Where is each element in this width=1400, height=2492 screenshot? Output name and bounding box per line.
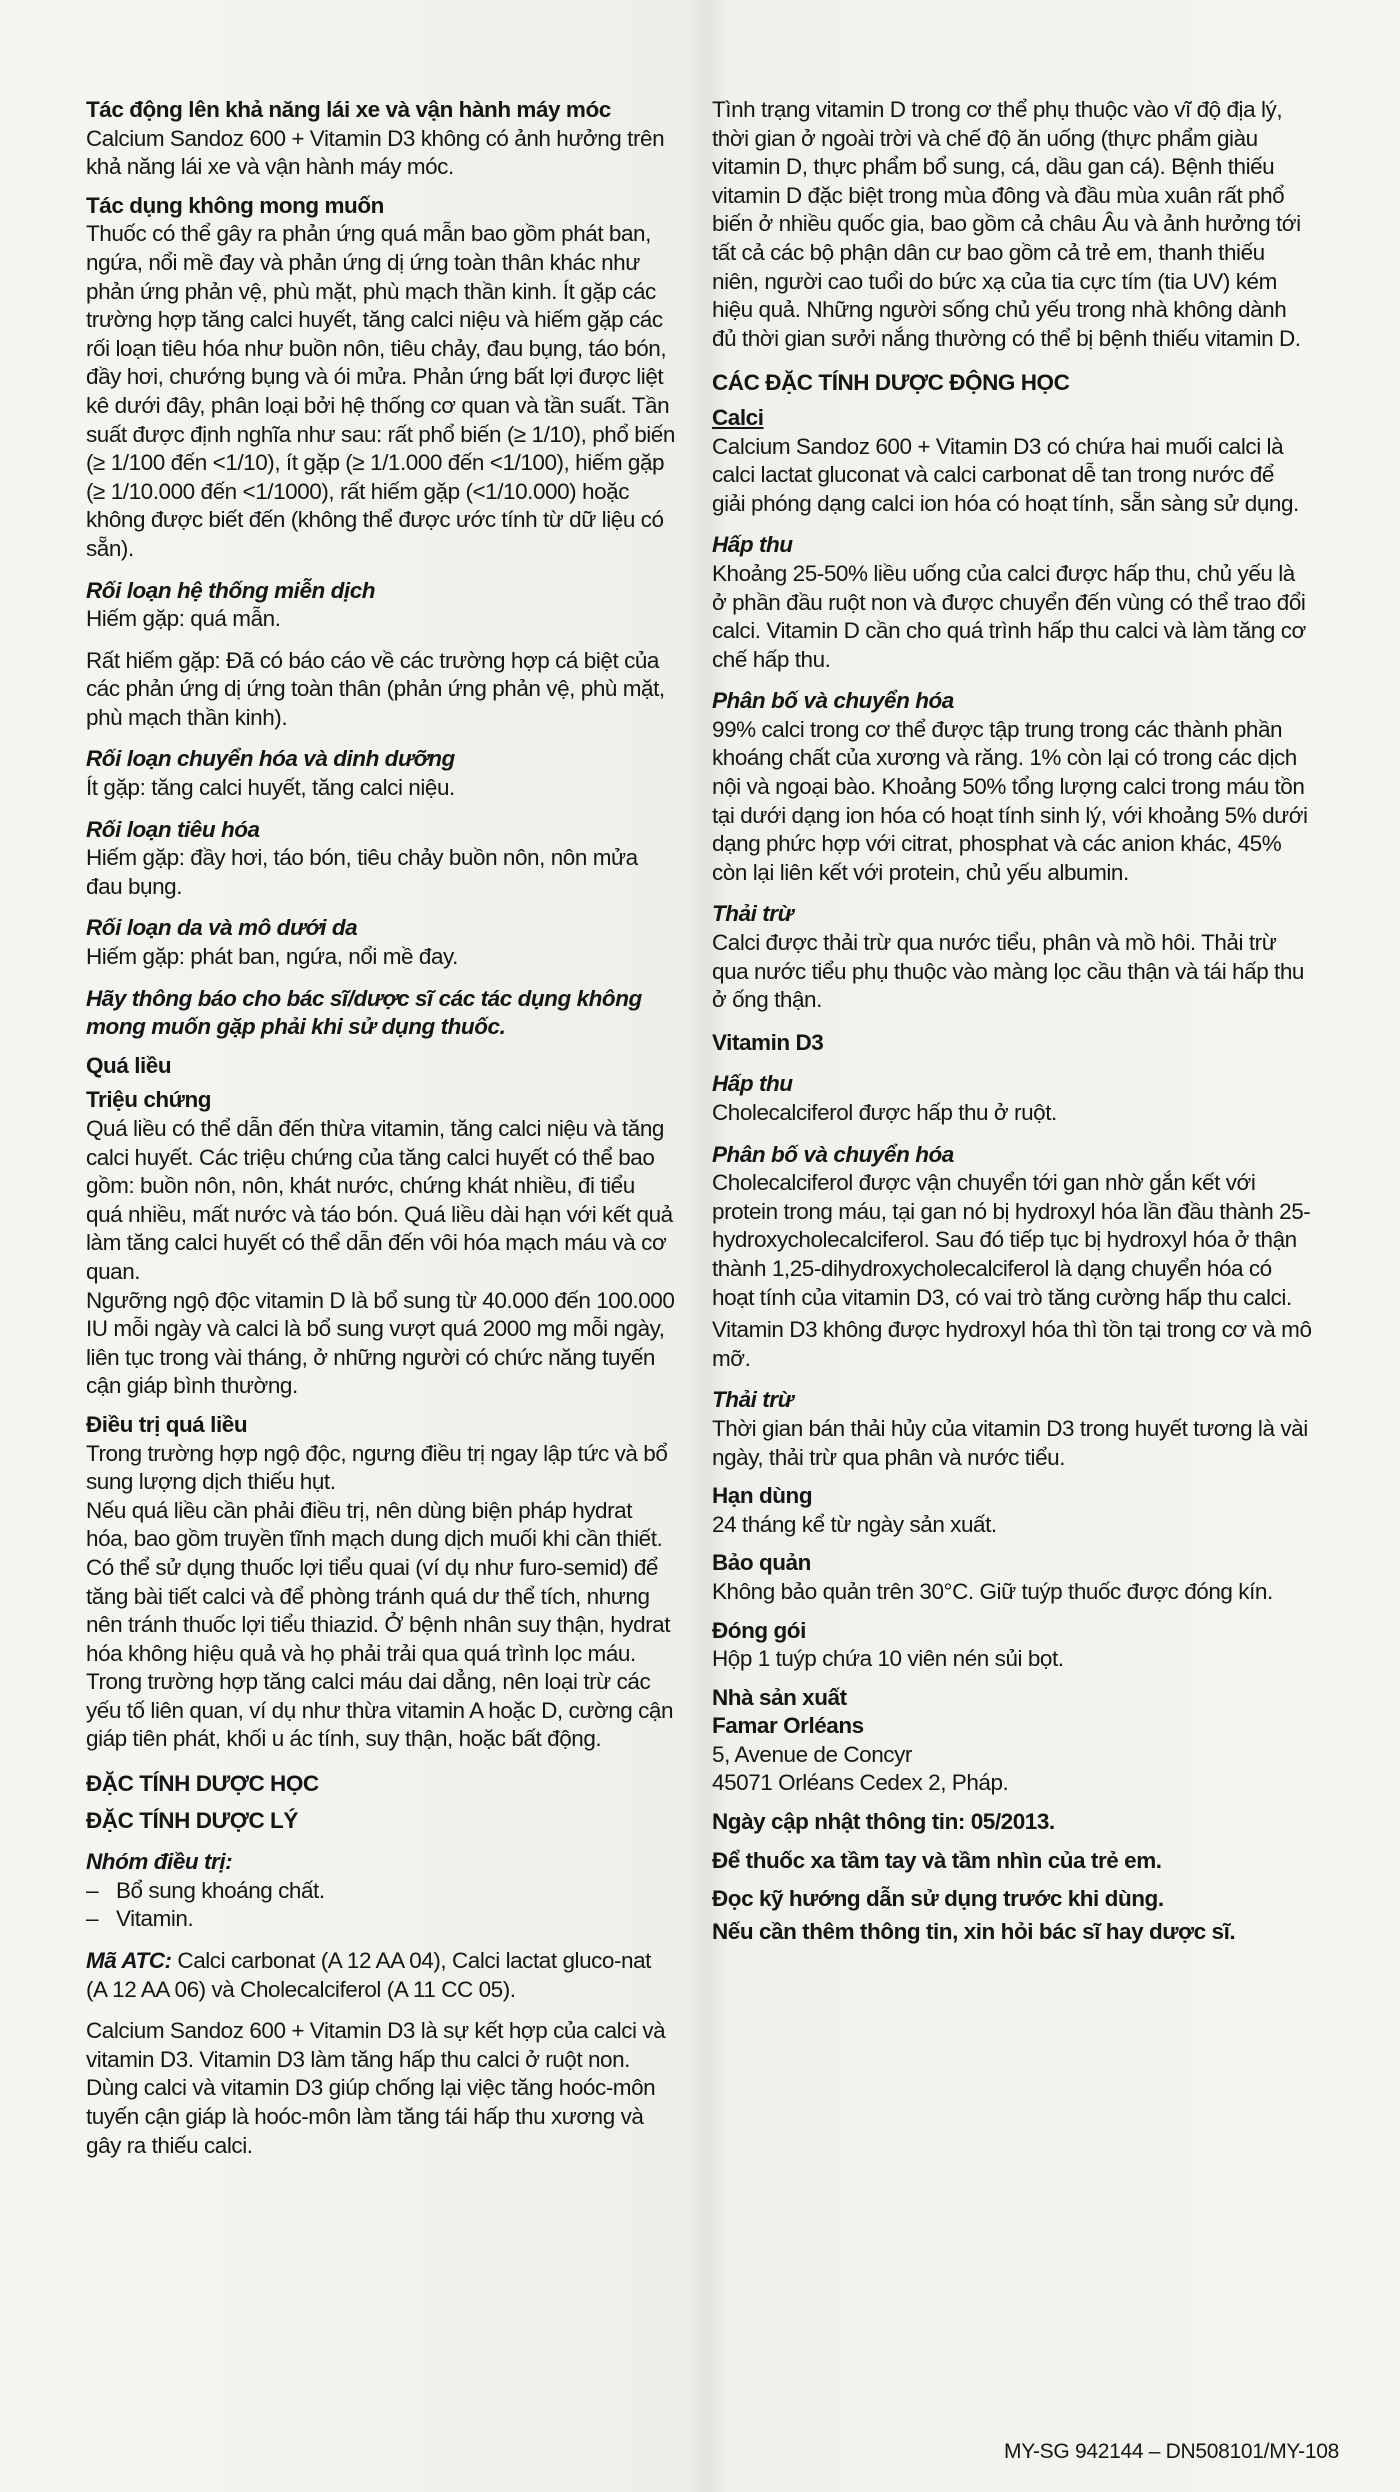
d3-distribution-text-2: Vitamin D3 không được hydroxyl hóa thì tồn tại trong cơ và mô mỡ.	[712, 1317, 1312, 1371]
skin-heading: Rối loạn da và mô dưới da	[86, 915, 358, 941]
symptoms-text: Quá liều có thể dẫn đến thừa vitamin, tăng calci niệu và tăng calci huyết. Các triệu chứng của tăng calci huyết có thể bao gồm: buồn nôn, nôn, khát nước, chứng khát nhiều, đi tiểu quá nhiều, mất nước và táo bón. Quá liều dài hạn với kết quả làm tăng calci huyết có thể dẫn đến vôi hóa mạch máu và cơ quan.	[86, 1116, 673, 1284]
storage-heading: Bảo quản	[712, 1550, 811, 1576]
combination-text: Calcium Sandoz 600 + Vitamin D3 là sự kết hợp của calci và vitamin D3. Vitamin D3 làm tăng hấp thu calci ở ruột non. Dùng calci và vitamin D3 giúp chống lại việc tăng hoóc-môn tuyến cận giáp là hoóc-môn làm tăng tái hấp thu xương và gây ra thiếu calci.	[86, 2018, 666, 2158]
atc-code	[86, 1947, 676, 2004]
distribution-heading: Phân bố và chuyển hóa	[712, 688, 954, 714]
vitamin-d-status-text: Tình trạng vitamin D trong cơ thể phụ thuộc vào vĩ độ địa lý, thời gian ở ngoài trời và chế độ ăn uống (thực phẩm giàu vitamin D, thực phẩm bổ sung, cá, dầu gan cá). Bệnh thiếu vitamin D đặc biệt trong mùa đông và đầu mùa xuân rất phổ biến ở nhiều quốc gia, bao gồm cả châu Âu và ảnh hưởng tới tất cả các bộ phận dân cư bao gồm cả trẻ em, thanh thiếu niên, người cao tuổi do bức xạ của tia cực tím (tia UV) kém hiệu quả. Những người sống chủ yếu trong nhà không dành đủ thời gian sưởi nắng thường có thể bị bệnh thiếu vitamin D.	[712, 97, 1301, 351]
d3-absorption-text: Cholecalciferol được hấp thu ở ruột.	[712, 1100, 1057, 1125]
pharmacology-heading: ĐẶC TÍNH DƯỢC HỌC	[86, 1771, 319, 1797]
update-date: Ngày cập nhật thông tin: 05/2013.	[712, 1809, 1055, 1835]
manufacturer-address-line-1: 5, Avenue de Concyr	[712, 1741, 912, 1767]
document-code: MY-SG 942144 – DN508101/MY-108	[1004, 2440, 1340, 2463]
absorption-heading: Hấp thu	[712, 532, 793, 558]
d3-elimination-heading: Thải trừ	[712, 1387, 794, 1413]
side-effects-text: Thuốc có thể gây ra phản ứng quá mẫn bao gồm phát ban, ngứa, nổi mề đay và phản ứng dị ứng toàn thân khác như phản ứng phản vệ, phù mặt, phù mạch thần kinh. Ít gặp các trường hợp tăng calci huyết, tăng calci niệu và hiếm gặp các rối loạn tiêu hóa như buồn nôn, tiêu chảy, đau bụng, táo bón, đầy hơi, chướng bụng và ói mửa. Phản ứng bất lợi được liệt kê dưới đây, phân loại bởi hệ thống cơ quan và tần suất. Tần suất được định nghĩa như sau: rất phổ biến (≥ 1/10), phổ biến (≥ 1/100 đến <1/10), ít gặp (≥ 1/1.000 đến <1/100), hiếm gặp (≥ 1/10.000 đến <1/1000), rất hiếm gặp (<1/10.000) hoặc không được biết đến (không thể được ước tính từ dữ liệu có sẵn).	[86, 221, 675, 561]
packaging-text: Hộp 1 tuýp chứa 10 viên nén sủi bọt.	[712, 1646, 1064, 1672]
d3-distribution-text: Cholecalciferol được vận chuyển tới gan nhờ gắn kết với protein trong máu, tại gan nó bị hydroxyl hóa lần đầu thành 25-hydroxycholecalciferol. Sau đó tiếp tục bị hydroxyl hóa ở thận thành 1,25-dihydroxycholecalciferol là dạng chuyển hóa có hoạt tính của vitamin D3, có vai trò tăng cường hấp thu calci.	[712, 1170, 1311, 1310]
skin-text: Hiếm gặp: phát ban, ngứa, nổi mề đay.	[86, 944, 458, 970]
driving-text: Calcium Sandoz 600 + Vitamin D3 không có ảnh hưởng trên khả năng lái xe và vận hành máy móc.	[86, 125, 665, 180]
treatment-text-2: Nếu quá liều cần phải điều trị, nên dùng biện pháp hydrat hóa, bao gồm truyền tĩnh mạch dung dịch muối khi cần thiết. Có thể sử dụng thuốc lợi tiểu quai (ví dụ như furo-semid) để tăng bài tiết calci và để phòng tránh quá dư thể tích, nhưng nên tránh thuốc lợi tiểu thiazid. Ở bệnh nhân suy thận, hydrat hóa không hiệu quả và họ phải trải qua quá trình lọc máu. Trong trường hợp tăng calci máu dai dẳng, nên loại trừ các yếu tố liên quan, ví dụ như thừa vitamin A hoặc D, cường cận giáp tiên phát, khối u ác tính, suy thận, hoặc bất động.	[86, 1497, 674, 1752]
immune-rare-text: Hiếm gặp: quá mẫn.	[86, 606, 281, 632]
manufacturer-heading: Nhà sản xuất	[712, 1684, 847, 1710]
metabolism-text: Ít gặp: tăng calci huyết, tăng calci niệu.	[86, 775, 455, 801]
immune-heading: Rối loạn hệ thống miễn dịch	[86, 577, 376, 603]
d3-distribution-heading: Phân bố và chuyển hóa	[712, 1141, 954, 1167]
immune-very-rare-text: Rất hiếm gặp: Đã có báo cáo về các trường hợp cá biệt của các phản ứng dị ứng toàn thân (phản ứng phản vệ, phù mặt, phù mạch thần kinh).	[86, 647, 665, 730]
group-item: – Bổ sung khoáng chất.	[86, 1877, 325, 1903]
treatment-heading: Điều trị quá liều	[86, 1411, 248, 1437]
manufacturer-address-line-2: 45071 Orléans Cedex 2, Pháp.	[712, 1770, 1009, 1796]
driving-heading: Tác động lên khả năng lái xe và vận hành máy móc	[86, 97, 611, 122]
d3-absorption-heading: Hấp thu	[712, 1071, 793, 1097]
treatment-text-1: Trong trường hợp ngộ độc, ngưng điều trị ngay lập tức và bổ sung lượng dịch thiếu hụt.	[86, 1440, 668, 1495]
toxicity-text: Ngưỡng ngộ độc vitamin D là bổ sung từ 40.000 đến 100.000 IU mỗi ngày và calci là bổ sung vượt quá 2000 mg mỗi ngày, liên tục trong vài tháng, ở những người có chức năng tuyến cận giáp bình thường.	[86, 1287, 675, 1399]
warning-read-instructions: Đọc kỹ hướng dẫn sử dụng trước khi dùng.	[712, 1886, 1164, 1912]
notify-notice: Hãy thông báo cho bác sĩ/dược sĩ các tác dụng không mong muốn gặp phải khi sử dụng thuốc.	[86, 985, 642, 1040]
left-column	[86, 96, 676, 2160]
warning-children: Để thuốc xa tầm tay và tầm nhìn của trẻ em.	[712, 1847, 1162, 1873]
gi-text: Hiếm gặp: đầy hơi, táo bón, tiêu chảy buồn nôn, nôn mửa đau bụng.	[86, 845, 638, 899]
atc-label: Mã ATC:	[86, 1948, 172, 1974]
therapeutic-group-heading: Nhóm điều trị:	[86, 1849, 233, 1875]
group-item: – Vitamin.	[86, 1906, 194, 1932]
storage-text: Không bảo quản trên 30°C. Giữ tuýp thuốc được đóng kín.	[712, 1578, 1273, 1604]
elimination-text: Calci được thải trừ qua nước tiểu, phân và mồ hôi. Thải trừ qua nước tiểu phụ thuộc vào màng lọc cầu thận và tái hấp thu ở ống thận.	[712, 930, 1304, 1013]
warning-ask-doctor: Nếu cần thêm thông tin, xin hỏi bác sĩ hay dược sĩ.	[712, 1918, 1236, 1944]
manufacturer-name: Famar Orléans	[712, 1713, 864, 1739]
symptoms-heading: Triệu chứng	[86, 1087, 212, 1113]
pharmacokinetics-heading: CÁC ĐẶC TÍNH DƯỢC ĐỘNG HỌC	[712, 370, 1070, 396]
d3-elimination-text: Thời gian bán thải hủy của vitamin D3 trong huyết tương là vài ngày, thải trừ qua phân và nước tiểu.	[712, 1415, 1308, 1470]
elimination-heading: Thải trừ	[712, 901, 794, 927]
vitamin-d3-heading: Vitamin D3	[712, 1029, 824, 1055]
gi-heading: Rối loạn tiêu hóa	[86, 816, 260, 842]
calci-text: Calcium Sandoz 600 + Vitamin D3 có chứa hai muối calci là calci lactat gluconat và calci carbonat dễ tan trong nước để giải phóng dạng calci ion hóa có hoạt tính, sẵn sàng sử dụng.	[712, 433, 1299, 516]
calci-heading: Calci	[712, 404, 764, 430]
shelf-life-heading: Hạn dùng	[712, 1483, 813, 1509]
distribution-text: 99% calci trong cơ thể được tập trung trong các thành phần khoáng chất của xương và răng. 1% còn lại có trong các dịch nội và ngoại bào. Khoảng 50% tổng lượng calci trong máu tồn tại dưới dạng ion hóa có hoạt tính sinh lý, với khoảng 5% dưới dạng phức hợp với citrat, phosphat và các anion khác, 45% còn lại liên kết với protein, chủ yếu albumin.	[712, 716, 1308, 885]
absorption-text: Khoảng 25-50% liều uống của calci được hấp thu, chủ yếu là ở phần đầu ruột non và được chuyển đến vùng có thể trao đổi calci. Vitamin D cần cho quá trình hấp thu calci và làm tăng cơ chế hấp thu.	[712, 560, 1306, 672]
packaging-heading: Đóng gói	[712, 1617, 806, 1643]
shelf-life-text: 24 tháng kể từ ngày sản xuất.	[712, 1511, 997, 1537]
metabolism-heading: Rối loạn chuyển hóa và dinh dưỡng	[86, 746, 455, 772]
atc-text: Calci carbonat (A 12 AA 04), Calci lactat gluco-nat (A 12 AA 06) và Cholecalciferol (A 11 CC 05).	[86, 1948, 651, 2002]
pharmacodynamics-heading: ĐẶC TÍNH DƯỢC LÝ	[86, 1807, 298, 1833]
overdose-heading: Quá liều	[86, 1052, 172, 1078]
side-effects-heading: Tác dụng không mong muốn	[86, 192, 384, 218]
right-column	[712, 96, 1312, 1946]
